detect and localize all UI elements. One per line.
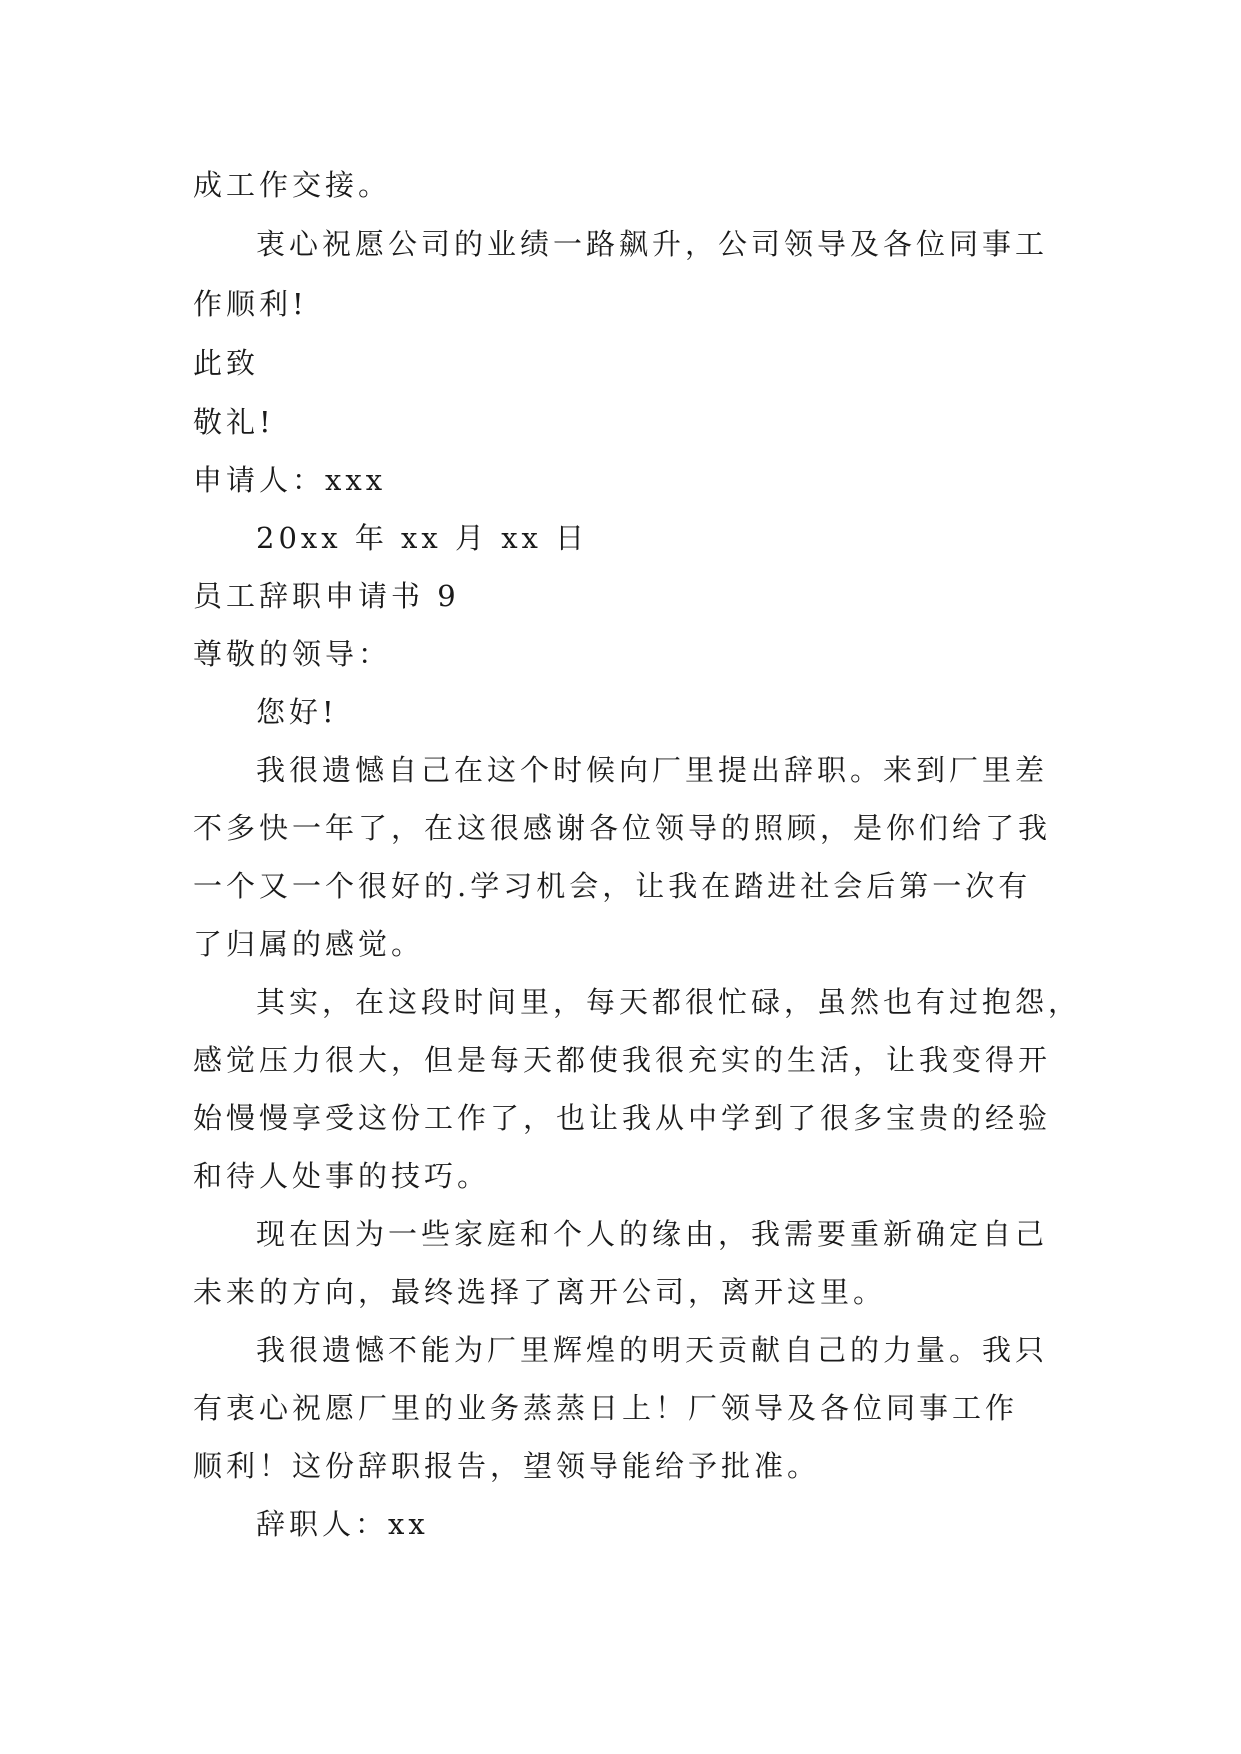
text-line: 了归属的感觉。 (193, 927, 425, 961)
text-line: 未来的方向，最终选择了离开公司，离开这里。 (193, 1275, 887, 1309)
text-line: 不多快一年了，在这很感谢各位领导的照顾，是你们给了我 (193, 811, 1052, 845)
text-line: 我很遗憾不能为厂里辉煌的明天贡献自己的力量。我只 (256, 1333, 1049, 1367)
text-line: 感觉压力很大，但是每天都使我很充实的生活，让我变得开 (193, 1043, 1052, 1077)
signature-line: 辞职人：xx (256, 1507, 429, 1541)
text-line: 20xx 年 xx 月 xx 日 (256, 521, 589, 555)
text-line: 顺利！这份辞职报告，望领导能给予批准。 (193, 1449, 821, 1483)
text-line: 其实，在这段时间里，每天都很忙碌，虽然也有过抱怨， (256, 985, 1082, 1019)
text-line: 此致 (193, 346, 260, 380)
text-line: 始慢慢享受这份工作了，也让我从中学到了很多宝贵的经验 (193, 1101, 1052, 1135)
text-line: 有衷心祝愿厂里的业务蒸蒸日上！厂领导及各位同事工作 (193, 1391, 1019, 1425)
text-line: 我很遗憾自己在这个时候向厂里提出辞职。来到厂里差 (256, 753, 1049, 787)
text-line: 现在因为一些家庭和个人的缘由，我需要重新确定自己 (256, 1217, 1049, 1251)
text-line: 衷心祝愿公司的业绩一路飙升，公司领导及各位同事工 (256, 227, 1049, 261)
text-line: 和待人处事的技巧。 (193, 1159, 491, 1193)
salutation: 尊敬的领导： (193, 637, 392, 671)
text-line: 一个又一个很好的.学习机会，让我在踏进社会后第一次有 (193, 869, 1032, 903)
text-line: 您好! (256, 695, 338, 729)
text-line: 成工作交接。 (193, 168, 392, 202)
text-line: 敬礼! (193, 405, 275, 439)
text-line: 申请人：xxx (193, 463, 387, 497)
text-line: 作顺利! (193, 287, 308, 321)
section-heading: 员工辞职申请书 9 (193, 579, 460, 613)
